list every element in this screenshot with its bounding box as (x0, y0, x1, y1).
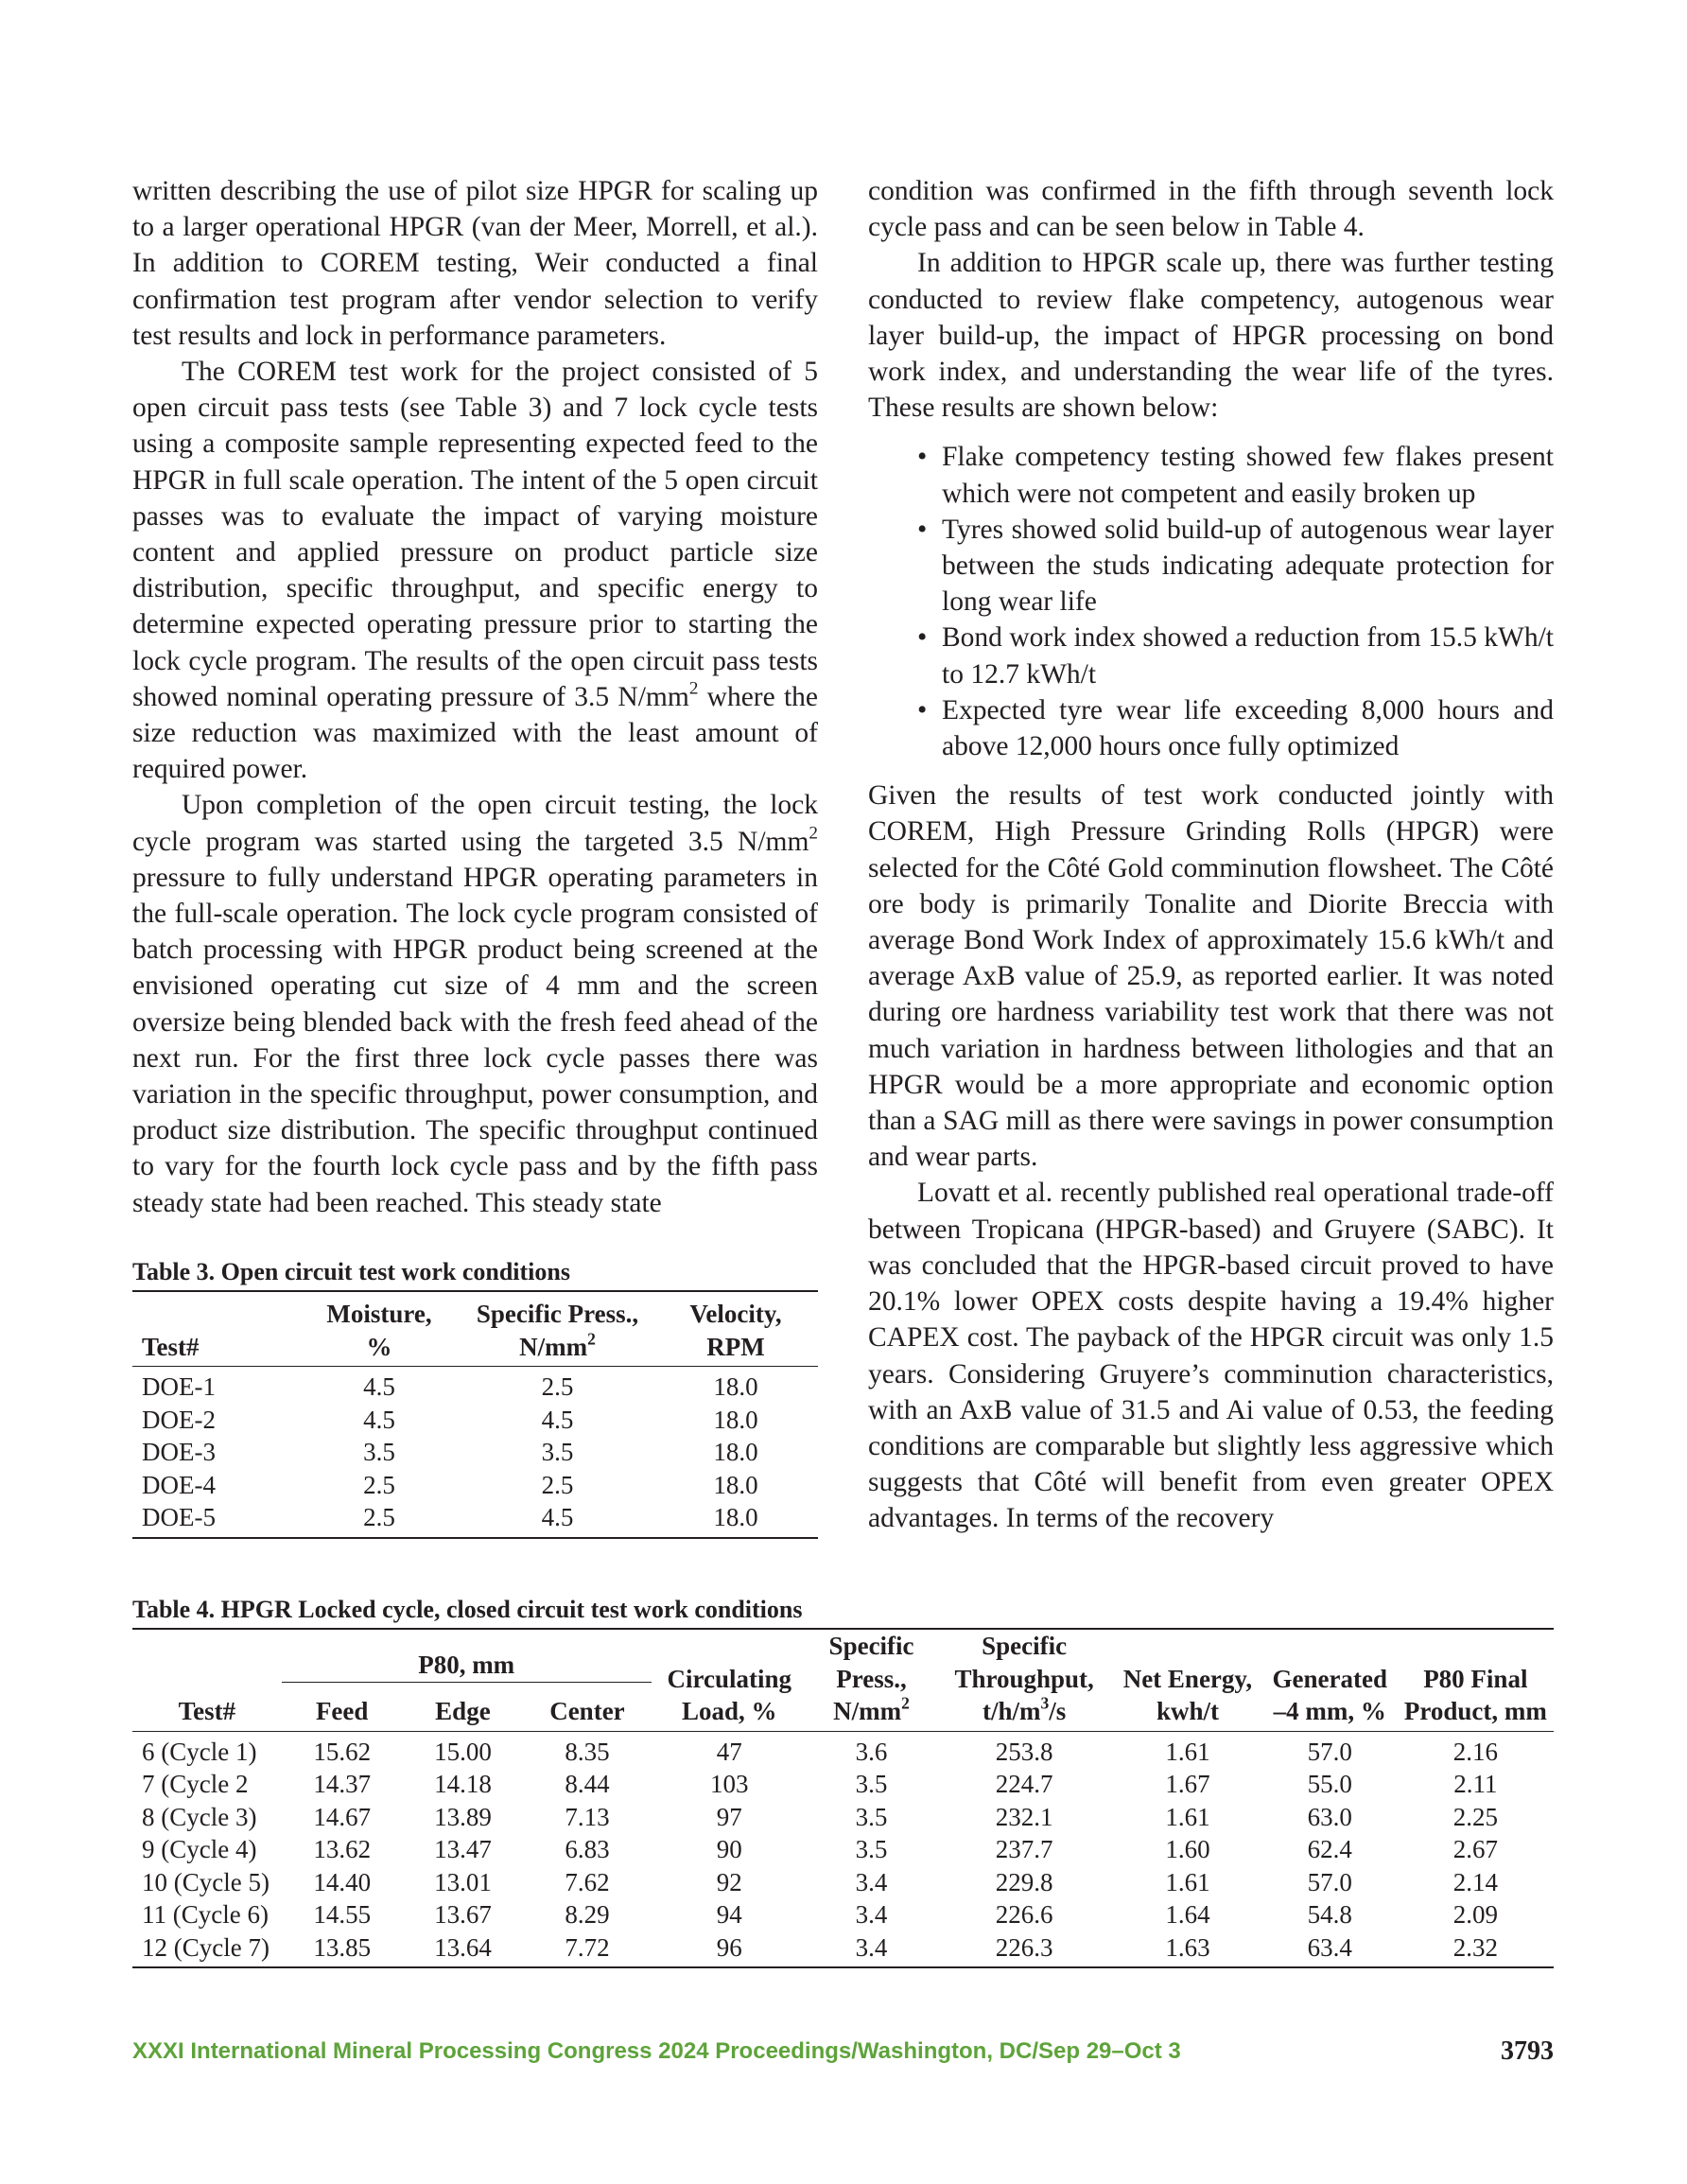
list-item: • Tyres showed solid build-up of autogenous wear layer between the studs indicating adequate protection for long wear life (942, 512, 1554, 620)
table-cell: 2.14 (1452, 1867, 1498, 1896)
paragraph: Upon completion of the open circuit testing, the lock cycle program was started using the targeted 3.5 $N/mm^2$ pressure to fully understand HPGR operating parameters in the full-scale operation. The lock cycle program consisted of batch processing with HPGR product being screened at the envisioned operating cut size of 4 mm and the screen oversize being blended back with the fresh feed ahead of the next run. For the first three lock cycle passes there was variation in the specific throughput, power consumption, and product size distribution. The specific throughput continued to vary for the fourth lock cycle pass and by the fifth pass steady state had been reached. This steady state (132, 790, 818, 1218)
table-row (132, 1801, 1554, 1834)
row-label: DOE-1 (142, 1372, 216, 1401)
table-row (132, 1931, 1554, 1968)
table-cell: 62.4 (1307, 1835, 1352, 1863)
table-cell: 2.25 (1452, 1802, 1498, 1831)
row-label: 7 (Cycle 2 (142, 1770, 249, 1798)
column-group-header: P80, mm (282, 1629, 652, 1682)
table-cell: 226.3 (995, 1932, 1053, 1962)
table-cell: 18.0 (713, 1438, 758, 1466)
paragraph: The COREM test work for the project consisted of 5 open circuit pass tests (see Table 3) and 7 lock cycle tests using a composite sample representing expected feed to the HPGR in full scale operation. The intent of the 5 open circuit passes was to evaluate the impact of varying moisture content and applied pressure on product particle size distribution, specific throughput, and specific energy to determine expected operating pressure prior to starting the lock cycle program. The results of the open circuit pass tests showed nominal operating pressure of 3.5 $N/mm^2$ where the size reduction was maximized with the least amount of required power. (132, 357, 818, 785)
table-cell: 92 (716, 1867, 742, 1896)
table-row (132, 1866, 1554, 1899)
column-header: Circulating Load, % (652, 1629, 808, 1731)
left-column (132, 173, 818, 1221)
column-header: Feed (282, 1682, 403, 1731)
table-cell: 1.61 (1165, 1867, 1210, 1896)
column-header: Velocity, RPM (653, 1291, 818, 1367)
table-row (132, 1404, 818, 1437)
table-cell: 97 (716, 1802, 742, 1831)
table-row (132, 1501, 818, 1538)
table-cell: 3.5 (855, 1770, 888, 1798)
column-header: Specific Throughput, $t/h/m^3/s$ (935, 1629, 1113, 1731)
column-header: Moisture, % (297, 1291, 461, 1367)
row-label: DOE-4 (142, 1470, 216, 1499)
row-label: 9 (Cycle 4) (142, 1835, 257, 1863)
table-cell: 6.83 (565, 1835, 610, 1863)
table-cell: 8.44 (565, 1770, 610, 1798)
column-header: P80 Final Product, mm (1398, 1629, 1554, 1731)
table-cell: 7.13 (565, 1802, 610, 1831)
table-cell: 57.0 (1307, 1867, 1352, 1896)
table-cell: 13.47 (434, 1835, 492, 1863)
conference-name: XXXI International Mineral Processing Congress 2024 Proceedings/Washington, DC/Sep 29–Oct 3 (132, 2038, 1181, 2064)
row-label: 12 (Cycle 7) (142, 1932, 270, 1962)
table-cell: 2.67 (1452, 1835, 1498, 1863)
table-cell: 14.18 (434, 1770, 492, 1798)
table-cell: 13.64 (434, 1932, 492, 1962)
table-cell: 13.85 (313, 1932, 372, 1962)
table-cell: 8.35 (565, 1737, 610, 1766)
table3 (132, 1290, 818, 1539)
table-cell: 1.61 (1165, 1802, 1210, 1831)
table-cell: 63.4 (1307, 1932, 1352, 1962)
table-cell: 14.37 (313, 1770, 372, 1798)
table-cell: 3.4 (855, 1867, 888, 1896)
column-header: Specific Press., $N/mm^2$ (808, 1629, 935, 1731)
column-header: Test# (132, 1291, 297, 1367)
paragraph: Lovatt et al. recently published real operational trade-off between Tropicana (HPGR-based) and Gruyere (SABC). It was concluded that the HPGR-based circuit proved to have 20.1% lower OPEX costs despite having a 19.4% higher CAPEX cost. The payback of the HPGR circuit was only 1.5 years. Considering Gruyere’s comminution characteristics, with an AxB value of 31.5 and Ai value of 0.53, the feeding conditions are comparable but slightly less aggressive which suggests that Côté will benefit from even greater OPEX advantages. In terms of the recovery (868, 1178, 1554, 1534)
table-row (132, 1469, 818, 1502)
table-cell: 1.64 (1165, 1900, 1210, 1929)
table-cell: 96 (716, 1932, 742, 1962)
column-header: Edge (403, 1682, 524, 1731)
row-label: DOE-5 (142, 1503, 216, 1531)
table-cell: 229.8 (995, 1867, 1053, 1896)
table-cell: 7.62 (565, 1867, 610, 1896)
table-cell: 57.0 (1307, 1737, 1352, 1766)
table-cell: 13.62 (313, 1835, 372, 1863)
table-row (132, 1898, 1554, 1931)
table-cell: 232.1 (995, 1802, 1053, 1831)
table-cell: 14.40 (313, 1867, 372, 1896)
table-cell: 3.4 (855, 1900, 888, 1929)
table-cell: 18.0 (713, 1405, 758, 1434)
table-cell: 54.8 (1307, 1900, 1352, 1929)
table-cell: 55.0 (1307, 1770, 1352, 1798)
table-cell: 18.0 (713, 1372, 758, 1401)
table-cell: 15.62 (313, 1737, 372, 1766)
list-item: • Flake competency testing showed few flakes present which were not competent and easily broken up (942, 439, 1554, 511)
table-cell: 3.5 (855, 1835, 888, 1863)
right-column (868, 173, 1554, 1537)
table-cell: 3.5 (541, 1438, 574, 1466)
table-cell: 1.67 (1165, 1770, 1210, 1798)
table-cell: 1.61 (1165, 1737, 1210, 1766)
page-number: 3793 (1501, 2036, 1554, 2066)
table-header-row (132, 1291, 818, 1367)
row-label: 6 (Cycle 1) (142, 1737, 257, 1766)
row-label: 11 (Cycle 6) (142, 1900, 269, 1929)
page-footer (132, 2038, 1554, 2076)
table-cell: 1.60 (1165, 1835, 1210, 1863)
table-cell: 94 (716, 1900, 742, 1929)
table-cell: 18.0 (713, 1503, 758, 1531)
table-caption: Table 3. Open circuit test work conditions (132, 1258, 570, 1285)
table-row (132, 1768, 1554, 1801)
table-row (132, 1436, 818, 1469)
table4 (132, 1628, 1554, 1968)
results-list (868, 439, 1554, 764)
column-header: Generated –4 mm, % (1262, 1629, 1398, 1731)
table-cell: 2.5 (541, 1372, 574, 1401)
row-label: DOE-3 (142, 1438, 216, 1466)
row-label: DOE-2 (142, 1405, 216, 1434)
list-item: • Bond work index showed a reduction from 15.5 kWh/t to 12.7 kWh/t (942, 620, 1554, 691)
paragraph: condition was confirmed in the fifth through seventh lock cycle pass and can be seen below in Table 4. (868, 176, 1554, 243)
table-cell: 2.5 (363, 1503, 395, 1531)
table-header-row (132, 1629, 1554, 1682)
table-caption: Table 4. HPGR Locked cycle, closed circuit test work conditions (132, 1596, 803, 1623)
table3-body (132, 1367, 818, 1538)
paragraph: Given the results of test work conducted jointly with COREM, High Pressure Grinding Rolls (HPGR) were selected for the Côté Gold comminution flowsheet. The Côté ore body is primarily Tonalite and Diorite Breccia with average Bond Work Index of approximately 15.6 kWh/t and average AxB value of 25.9, as reported earlier. It was noted during ore hardness variability test work that there was not much variation in hardness between lithologies and that an HPGR would be a more appropriate and economic option than a SAG mill as there were savings in power consumption and wear parts. (868, 780, 1554, 1173)
table-cell: 13.01 (434, 1867, 492, 1896)
row-label: 8 (Cycle 3) (142, 1802, 257, 1831)
table-cell: 2.5 (541, 1470, 574, 1499)
table3-block (132, 1258, 818, 1539)
table-cell: 3.4 (855, 1932, 888, 1962)
table-cell: 1.63 (1165, 1932, 1210, 1962)
table-cell: 2.32 (1452, 1932, 1498, 1962)
paragraph: written describing the use of pilot size HPGR for scaling up to a larger operational HPGR (van der Meer, Morrell, et al.). In addition to COREM testing, Weir conducted a final confirmation test program after vendor selection to verify test results and lock in performance parameters. (132, 176, 818, 351)
table-cell: 4.5 (363, 1372, 395, 1401)
table4-body (132, 1731, 1554, 1967)
table-row (132, 1731, 1554, 1768)
table-cell: 90 (716, 1835, 742, 1863)
table-cell: 14.67 (313, 1802, 372, 1831)
table-cell: 8.29 (565, 1900, 610, 1929)
table-cell: 14.55 (313, 1900, 372, 1929)
list-item: • Expected tyre wear life exceeding 8,000 hours and above 12,000 hours once fully optimized (942, 692, 1554, 764)
table-cell: 2.11 (1453, 1770, 1498, 1798)
table-cell: 13.89 (434, 1802, 492, 1831)
table-row (132, 1833, 1554, 1866)
table-cell: 63.0 (1307, 1802, 1352, 1831)
table-cell: 3.6 (855, 1737, 888, 1766)
table-cell: 237.7 (995, 1835, 1053, 1863)
table4-block (132, 1596, 1554, 1968)
table-cell: 18.0 (713, 1470, 758, 1499)
column-header: Center (523, 1682, 651, 1731)
table-cell: 13.67 (434, 1900, 492, 1929)
table-cell: 4.5 (541, 1503, 574, 1531)
row-label: 10 (Cycle 5) (142, 1867, 270, 1896)
table-cell: 2.5 (363, 1470, 395, 1499)
paragraph: In addition to HPGR scale up, there was further testing conducted to review flake competency, autogenous wear layer build-up, the impact of HPGR processing on bond work index, and understanding the wear life of the tyres. These results are shown below: (868, 248, 1554, 424)
table-cell: 2.09 (1452, 1900, 1498, 1929)
table-cell: 2.16 (1452, 1737, 1498, 1766)
table-cell: 226.6 (995, 1900, 1053, 1929)
column-header: Net Energy, kwh/t (1113, 1629, 1262, 1731)
table-cell: 253.8 (995, 1737, 1053, 1766)
table-cell: 224.7 (995, 1770, 1053, 1798)
table-cell: 7.72 (565, 1932, 610, 1962)
table-cell: 47 (716, 1737, 742, 1766)
table-cell: 4.5 (541, 1405, 574, 1434)
column-header: Test# (132, 1629, 282, 1731)
table-row (132, 1367, 818, 1404)
table-cell: 4.5 (363, 1405, 395, 1434)
column-header: Specific Press., $N/mm^2$ (461, 1291, 653, 1367)
table-cell: 3.5 (855, 1802, 888, 1831)
table-cell: 3.5 (363, 1438, 395, 1466)
table-cell: 15.00 (434, 1737, 492, 1766)
table-cell: 103 (709, 1770, 749, 1798)
